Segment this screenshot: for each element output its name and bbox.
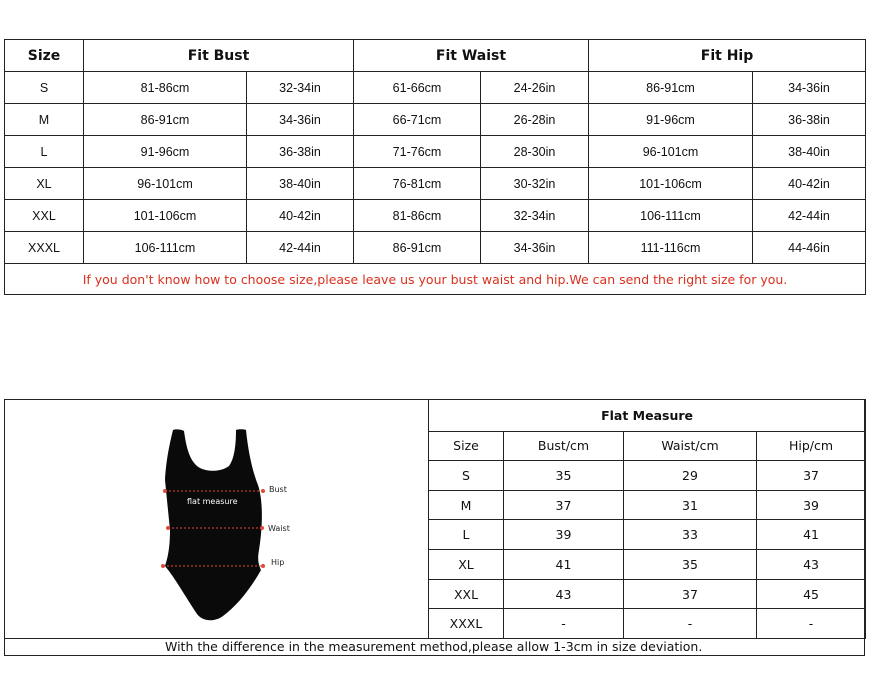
hip-in-cell: 36-38in (753, 104, 866, 136)
waist-in-cell: 30-32in (481, 168, 589, 200)
hip-in-cell: 44-46in (753, 232, 866, 264)
bust-cm-cell: 86-91cm (84, 104, 247, 136)
hip-in-cell: 38-40in (753, 136, 866, 168)
hip-cell: 45 (757, 579, 866, 609)
flat-measure-panel (4, 399, 865, 656)
hip-cell: - (757, 609, 866, 639)
size-cell: XL (429, 550, 504, 580)
flat-measure-table (428, 399, 866, 639)
size-cell: XXXL (429, 609, 504, 639)
waist-cell: 35 (624, 550, 757, 580)
bust-cell: 43 (504, 579, 624, 609)
header-fit-waist: Fit Waist (354, 40, 589, 72)
header-fit-hip: Fit Hip (589, 40, 866, 72)
hip-cm-cell: 106-111cm (589, 200, 753, 232)
hip-cm-cell: 101-106cm (589, 168, 753, 200)
header-fit-bust: Fit Bust (84, 40, 354, 72)
column-header-hip: Hip/cm (757, 431, 866, 461)
bust-label: Bust (269, 485, 287, 494)
table-row (429, 609, 866, 639)
bust-in-cell: 34-36in (247, 104, 354, 136)
size-cell: S (5, 72, 84, 104)
size-cell: XXXL (5, 232, 84, 264)
size-advice-row (5, 264, 866, 295)
hip-cell: 39 (757, 490, 866, 520)
hip-in-cell: 40-42in (753, 168, 866, 200)
bust-in-cell: 32-34in (247, 72, 354, 104)
bust-in-cell: 42-44in (247, 232, 354, 264)
table-row (429, 520, 866, 550)
size-chart-table (4, 39, 866, 295)
column-header-bust: Bust/cm (504, 431, 624, 461)
bust-cell: 37 (504, 490, 624, 520)
swimsuit-illustration (5, 400, 428, 638)
bust-cm-cell: 101-106cm (84, 200, 247, 232)
hip-label: Hip (271, 558, 285, 567)
swimsuit-silhouette (165, 429, 262, 620)
flat-measure-title: Flat Measure (429, 400, 866, 432)
bust-cm-cell: 106-111cm (84, 232, 247, 264)
hip-cm-cell: 111-116cm (589, 232, 753, 264)
waist-in-cell: 24-26in (481, 72, 589, 104)
flat-measure-title-row (429, 400, 866, 432)
hip-cm-cell: 86-91cm (589, 72, 753, 104)
waist-in-cell: 28-30in (481, 136, 589, 168)
swimsuit-diagram (5, 400, 428, 638)
bust-cm-cell: 91-96cm (84, 136, 247, 168)
hip-cell: 43 (757, 550, 866, 580)
hip-cell: 37 (757, 461, 866, 491)
table-row (429, 550, 866, 580)
table-row (429, 490, 866, 520)
size-cell: S (429, 461, 504, 491)
column-header-size: Size (429, 431, 504, 461)
hip-cm-cell: 91-96cm (589, 104, 753, 136)
size-cell: L (429, 520, 504, 550)
hip-in-cell: 34-36in (753, 72, 866, 104)
table-row (5, 72, 866, 104)
bust-cell: 41 (504, 550, 624, 580)
size-cell: L (5, 136, 84, 168)
flat-measure-label: flat measure (187, 497, 238, 506)
waist-cm-cell: 81-86cm (354, 200, 481, 232)
flat-measure-header-row (429, 431, 866, 461)
size-cell: M (429, 490, 504, 520)
bust-cell: 35 (504, 461, 624, 491)
table-row (5, 232, 866, 264)
waist-cell: 33 (624, 520, 757, 550)
waist-label: Waist (268, 524, 290, 533)
bust-cell: - (504, 609, 624, 639)
column-header-waist: Waist/cm (624, 431, 757, 461)
bust-in-cell: 36-38in (247, 136, 354, 168)
waist-cm-cell: 71-76cm (354, 136, 481, 168)
size-chart-header-row (5, 40, 866, 72)
table-row (429, 579, 866, 609)
bust-in-cell: 40-42in (247, 200, 354, 232)
measurement-deviation-note: With the difference in the measurement method,please allow 1-3cm in size deviation. (5, 638, 864, 655)
waist-cell: 29 (624, 461, 757, 491)
bust-in-cell: 38-40in (247, 168, 354, 200)
hip-cm-cell: 96-101cm (589, 136, 753, 168)
size-cell: XXL (5, 200, 84, 232)
size-cell: M (5, 104, 84, 136)
waist-cm-cell: 61-66cm (354, 72, 481, 104)
waist-cell: 31 (624, 490, 757, 520)
waist-in-cell: 32-34in (481, 200, 589, 232)
hip-in-cell: 42-44in (753, 200, 866, 232)
waist-in-cell: 26-28in (481, 104, 589, 136)
bust-cm-cell: 81-86cm (84, 72, 247, 104)
table-row (5, 200, 866, 232)
size-cell: XXL (429, 579, 504, 609)
header-size: Size (5, 40, 84, 72)
size-cell: XL (5, 168, 84, 200)
table-row (5, 136, 866, 168)
waist-cell: 37 (624, 579, 757, 609)
hip-cell: 41 (757, 520, 866, 550)
table-row (429, 461, 866, 491)
table-row (5, 104, 866, 136)
waist-cm-cell: 86-91cm (354, 232, 481, 264)
waist-cm-cell: 66-71cm (354, 104, 481, 136)
bust-cell: 39 (504, 520, 624, 550)
waist-cell: - (624, 609, 757, 639)
bust-cm-cell: 96-101cm (84, 168, 247, 200)
waist-cm-cell: 76-81cm (354, 168, 481, 200)
size-advice-note: If you don't know how to choose size,please leave us your bust waist and hip.We can send the right size for you. (5, 264, 866, 295)
table-row (5, 168, 866, 200)
waist-in-cell: 34-36in (481, 232, 589, 264)
